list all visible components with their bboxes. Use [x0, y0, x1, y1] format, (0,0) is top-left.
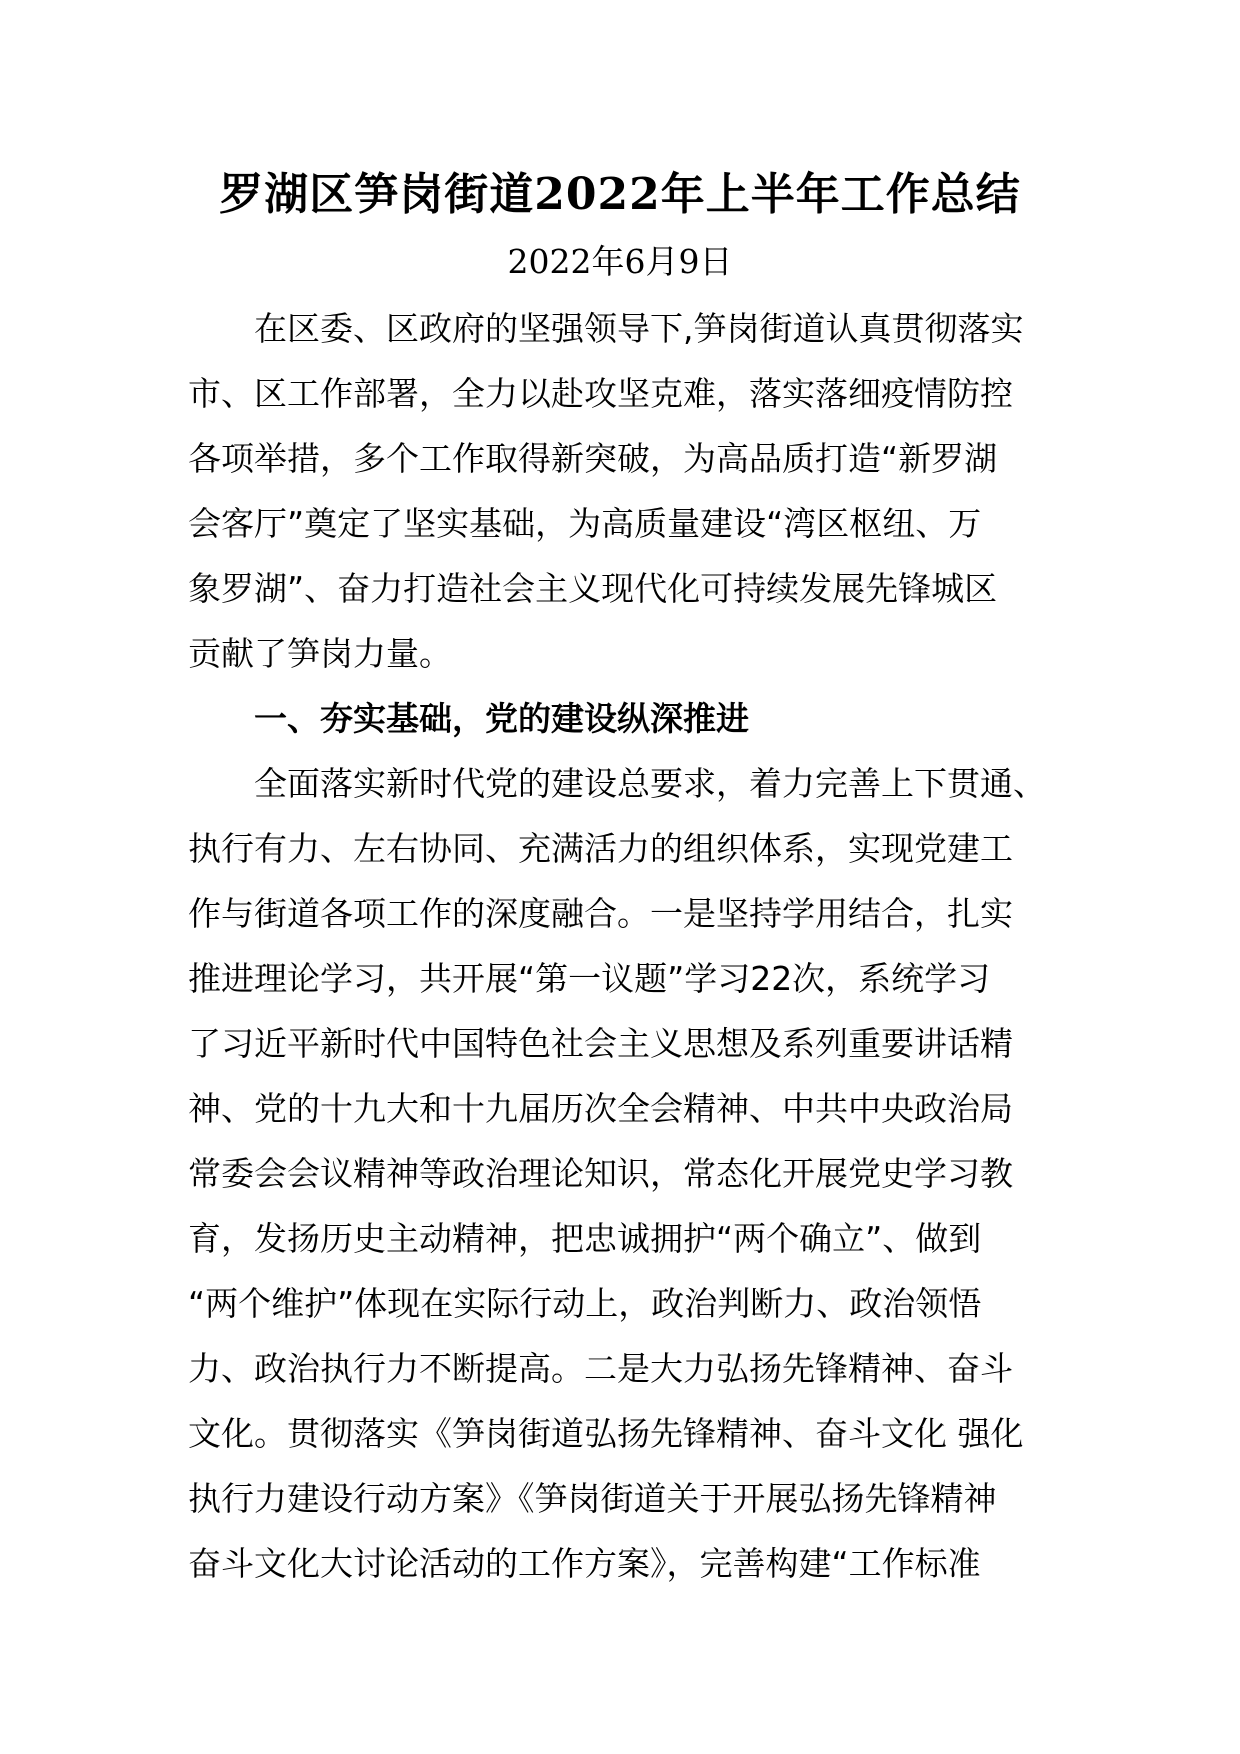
- paragraph-line: 神、党的十九大和十九届历次全会精神、中共中央政治局: [188, 1089, 1013, 1128]
- paragraph-line: 育，发扬历史主动精神，把忠诚拥护“两个确立”、做到: [188, 1219, 982, 1258]
- paragraph-line: 在区委、区政府的坚强领导下,笋岗街道认真贯彻落实: [254, 309, 1024, 348]
- paragraph-line: 常委会会议精神等政治理论知识，常态化开展党史学习教: [188, 1154, 1013, 1193]
- paragraph-line: 贡献了笋岗力量。: [188, 634, 452, 673]
- document-date: 2022年6月9日: [507, 242, 733, 281]
- paragraph-line: 奋斗文化大讨论活动的工作方案》，完善构建“工作标准: [188, 1544, 981, 1583]
- paragraph-line: “两个维护”体现在实际行动上，政治判断力、政治领悟: [188, 1284, 982, 1323]
- paragraph-line: 了习近平新时代中国特色社会主义思想及系列重要讲话精: [188, 1024, 1013, 1063]
- paragraph-line: 市、区工作部署，全力以赴攻坚克难，落实落细疫情防控: [188, 374, 1013, 413]
- paragraph-line: 推进理论学习，共开展“第一议题”学习22次，系统学习: [188, 959, 991, 998]
- paragraph-line: 各项举措，多个工作取得新突破，为高品质打造“新罗湖: [188, 439, 998, 478]
- paragraph-line: 全面落实新时代党的建设总要求，着力完善上下贯通、: [254, 764, 1046, 803]
- paragraph-line: 象罗湖”、奋力打造社会主义现代化可持续发展先锋城区: [188, 569, 998, 608]
- paragraph-line: 执行力建设行动方案》《笋岗街道关于开展弘扬先锋精神: [188, 1479, 997, 1518]
- document-title: 罗湖区笋岗街道2022年上半年工作总结: [219, 169, 1021, 220]
- paragraph-line: 执行有力、左右协同、充满活力的组织体系，实现党建工: [188, 829, 1013, 868]
- paragraph-line: 文化。贯彻落实《笋岗街道弘扬先锋精神、奋斗文化 强化: [188, 1414, 1024, 1453]
- paragraph-line: 会客厅”奠定了坚实基础，为高质量建设“湾区枢纽、万: [188, 504, 982, 543]
- document-body: [188, 296, 1060, 1596]
- section-heading: 一、夯实基础，党的建设纵深推进: [254, 699, 749, 738]
- paragraph-line: 力、政治执行力不断提高。二是大力弘扬先锋精神、奋斗: [188, 1349, 1013, 1388]
- paragraph-line: 作与街道各项工作的深度融合。一是坚持学用结合，扎实: [188, 894, 1013, 933]
